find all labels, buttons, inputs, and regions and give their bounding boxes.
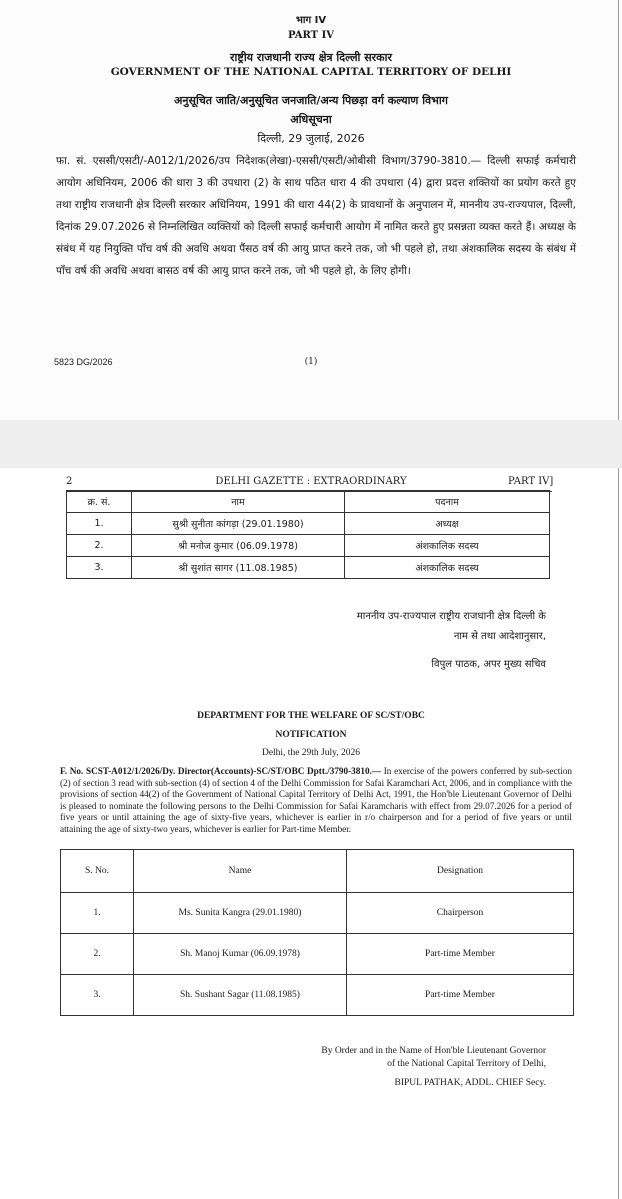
cell-designation: Chairperson	[347, 893, 574, 934]
table-row	[67, 513, 550, 535]
cell-serial: 3.	[67, 557, 132, 579]
header-serial: S. No.	[61, 850, 134, 893]
government-english: GOVERNMENT OF THE NATIONAL CAPITAL TERRITORY OF DELHI	[110, 66, 512, 78]
cell-serial: 3.	[61, 975, 134, 1016]
cell-designation: Part-time Member	[347, 934, 574, 975]
page-number-1: (1)	[304, 357, 318, 367]
government-hindi: राष्ट्रीय राजधानी राज्य क्षेत्र दिल्ली सरकार	[230, 51, 392, 64]
cell-designation: अंशकालिक सदस्य	[345, 535, 550, 557]
department-hindi: अनुसूचित जाति/अनुसूचित जनजाति/अन्य पिछड़ा वर्ग कल्याण विभाग	[174, 94, 448, 107]
body-text: In exercise of the powers conferred by sub-section (2) of section 3 read with sub-section (4) of section 4 of the Delhi Commission for Safai Karamchari Act, 2006, and in compliance with the provisions of section 44(2) of the Government of National Capital Territory of Delhi Act, 1991, the Hon'ble Lieutenant Governor of Delhi is pleased to nominate the following persons to the Delhi Commission for Safai Karamcharis with effect from 29.07.2026 for a period of five years or until attaining the age of sixty-five years, whichever is earlier in r/o chairperson and for a period of five years or until attaining the age of sixty-two years, whichever is earlier for Part-time Member.	[60, 766, 573, 834]
scan-edge-right	[618, 468, 619, 1199]
gazette-header: DELHI GAZETTE : EXTRAORDINARY	[215, 476, 407, 487]
table-row	[67, 557, 550, 579]
cell-serial: 2.	[61, 934, 134, 975]
english-members-table	[60, 849, 574, 1016]
order-hindi-line2: नाम से तथा आदेशानुसार,	[453, 631, 546, 642]
header-designation: पदनाम	[345, 491, 550, 513]
gazette-page-1	[0, 0, 622, 420]
footer-code: 5823 DG/2026	[54, 357, 113, 367]
table-row	[67, 535, 550, 557]
notification-hindi: अधिसूचना	[290, 113, 332, 126]
file-number: F. No. SCST-A012/1/2026/Dy. Director(Accounts)-SC/ST/OBC Dptt./3790-3810.—	[60, 766, 382, 776]
header-designation: Designation	[347, 850, 574, 893]
part-hindi: भाग IV	[295, 15, 327, 26]
page-separator	[0, 420, 622, 468]
department-english: DEPARTMENT FOR THE WELFARE OF SC/ST/OBC	[197, 711, 425, 721]
scan-edge-right	[618, 0, 619, 420]
notification-english: NOTIFICATION	[275, 730, 347, 740]
date-english: Delhi, the 29th July, 2026	[261, 748, 361, 758]
table-header-row	[61, 850, 574, 893]
page-number-2: 2	[66, 476, 73, 487]
cell-serial: 1.	[61, 893, 134, 934]
order-english-line2: of the National Capital Territory of Delhi,	[387, 1059, 546, 1069]
cell-name: Sh. Manoj Kumar (06.09.1978)	[134, 934, 347, 975]
cell-designation: अंशकालिक सदस्य	[345, 557, 550, 579]
date-hindi: दिल्ली, 29 जुलाई, 2026	[257, 132, 365, 145]
hindi-members-table	[66, 490, 550, 579]
cell-serial: 1.	[67, 513, 132, 535]
notification-body-hindi: फा. सं. एससी/एसटी/-A012/1/2026/उप निदेशक(लेखा)-एससी/एसटी/ओबीसी विभाग/3790-3810.— दिल्ली सफाई कर्मचारी आयोग अधिनियम, 2006 की धारा 3 की उपधारा (2) के साथ पठित धारा 4 की उपधारा (4) द्वारा प्रदत्त शक्तियों का प्रयोग करते हुए तथा राष्ट्रीय राजधानी क्षेत्र दिल्ली सरकार अधिनियम, 1991 की धारा 44(2) के प्रावधानों के अनुपालन में, माननीय उप-राज्यपाल, दिल्ली, दिनांक 29.07.2026 से निम्नलिखित व्यक्तियों को दिल्ली सफाई कर्मचारी आयोग में नामित करते हुए प्रसन्नता व्यक्त करते हैं। अध्यक्ष के संबंध में यह नियुक्ति पाँच वर्ष की अवधि अथवा पैंसठ वर्ष की आयु प्राप्त करने तक, जो भी पहले हो, तथा अंशकालिक सदस्य के संबंध में पाँच वर्ष की अवधि अथवा बासठ वर्ष की आयु प्राप्त करने तक, जो भी पहले हो, के लिए होगी।	[56, 155, 576, 277]
cell-name: Sh. Sushant Sagar (11.08.1985)	[134, 975, 347, 1016]
cell-name: श्री सुशांत सागर (11.08.1985)	[132, 557, 345, 579]
signatory-english: BIPUL PATHAK, ADDL. CHIEF Secy.	[394, 1078, 546, 1088]
part-english: PART IV	[287, 30, 335, 41]
header-name: नाम	[132, 491, 345, 513]
order-hindi-line1: माननीय उप-राज्यपाल राष्ट्रीय राजधानी क्षेत्र दिल्ली के	[356, 611, 546, 622]
header-name: Name	[134, 850, 347, 893]
table-header-row	[67, 491, 550, 513]
cell-name: सुश्री सुनीता कांगड़ा (29.01.1980)	[132, 513, 345, 535]
part-label: PART IV]	[508, 476, 554, 487]
signatory-hindi: विपुल पाठक, अपर मुख्य सचिव	[431, 659, 546, 670]
cell-designation: अध्यक्ष	[345, 513, 550, 535]
header-serial: क्र. सं.	[67, 491, 132, 513]
cell-name: Ms. Sunita Kangra (29.01.1980)	[134, 893, 347, 934]
cell-designation: Part-time Member	[347, 975, 574, 1016]
table-row	[61, 893, 574, 934]
table-row	[61, 934, 574, 975]
notification-body-english	[60, 766, 572, 835]
cell-name: श्री मनोज कुमार (06.09.1978)	[132, 535, 345, 557]
order-english-line1: By Order and in the Name of Hon'ble Lieutenant Governor	[321, 1046, 546, 1056]
table-row	[61, 975, 574, 1016]
cell-serial: 2.	[67, 535, 132, 557]
gazette-page-2	[0, 468, 622, 1199]
